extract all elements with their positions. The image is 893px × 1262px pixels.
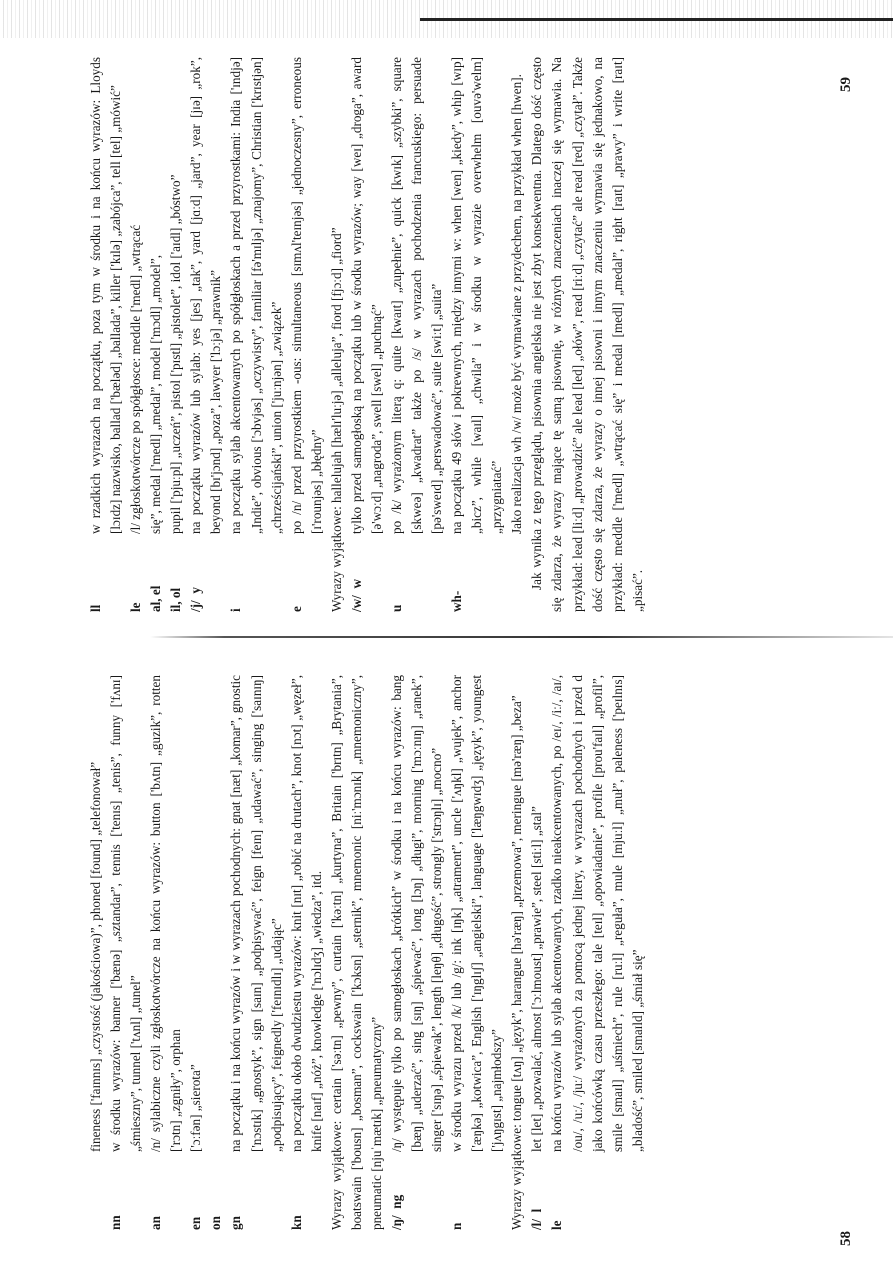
entry-label: ll: [88, 604, 103, 612]
entry-row: [226, 675, 286, 1230]
page-number-right: 59: [838, 77, 854, 92]
entry-row: [166, 57, 186, 612]
entry-text: w środku wyrazów: banner ['bænə] „sztandar”, tennis ['tenɪs] „tenis”, funny ['fʌnɪ] „śmieszny”, tunnel ['tʌnl] „tunel”: [108, 675, 144, 1152]
entry-text: po /k/ wyrażonym literą q: quite [kwaɪt] „zupełnie”, quick [kwɪk] „szybki”, square [skweə] „kwadrat” także po /s/ w wyrazach pochodzenia francuskiego: persuade [pə'sweɪd] „perswadować”, suite [swiːt] „suita”: [388, 57, 445, 534]
entry-label: le: [128, 602, 144, 612]
entry-label: nn: [108, 1215, 124, 1230]
entry-text: się”, medal ['medl] „medal”, model ['mɔdl] „model”,: [148, 254, 164, 534]
sound-symbol: /l/: [529, 1219, 545, 1230]
entry-label: en: [188, 1216, 204, 1230]
entry-label: [186, 534, 206, 612]
entry-label-text: l: [529, 1208, 545, 1213]
entry-text: fineness ['faɪnnɪs] „czystość (jakościowa)”, phoned [found] „telefonował”: [88, 761, 103, 1152]
entry-text: na końcu wyrazów lub sylab akcentowanych, rzadko nieakcentowanych, po /eɪ/, /iː/, /aɪ/, /ou/, /uː/, /juː/ wyrażonych za pomocą jednej litery, w wyrazach pochodnych i przed d jako końcówką czasu przeszłego: tale [teɪl] „opowiadanie”, profile [prou'faɪl] „profil”, smile [smaɪl] „uśmiech”, rule [ruːl] „reguła”, mule [mjuːl] „muł”, paleness ['peɪlnɪs] „bladość”, smiled [smaɪld] „śmiał się”: [549, 675, 645, 1152]
page-number-left: 58: [838, 1231, 854, 1246]
sound-symbol: /ŋ/: [388, 1215, 404, 1230]
entry-label: le: [549, 1220, 565, 1230]
entry-row: [387, 57, 447, 612]
entry-text: na początku sylab akcentowanych po spółgłoskach a przed przyrostkami: India ['ɪndjə] „Indie”, obvious ['ɔbvjəs] „oczywisty”, familiar [fə'mɪljə] „znajomy”, Christian ['krɪstjən] „chrześcijański”, union ['juːnjən] „związek”: [228, 57, 284, 534]
entry-row: [387, 675, 447, 1230]
entry-text: let [let] „pozwalać, almost ['ɔːlmoust] „prawie”, steel [stiːl] „stal”: [529, 806, 545, 1152]
entry-text: Jako realizacja wh /w/ może być wymawiane z przydechem, na przykład when [hwen].: [509, 74, 525, 534]
entry-label: [527, 1152, 547, 1230]
entry-row: [186, 57, 226, 612]
entry-label: kn: [288, 1215, 304, 1230]
sound-symbol: /w/: [348, 595, 364, 612]
entry-row: [347, 57, 387, 612]
summary-paragraph: Jak wynika z tego przeglądu, pisownia angielska nie jest zbyt konsekwentna. Dlatego dość często się zdarza, że wyrazy mające tę samą pisownię, w różnych znaczeniach inaczej się wymawia. Na przykład: lead [liːd] „prowadzić” ale lead [led] „ołów”, read [riːd] „czytać” ale read [red] „czytał”. Także dość często się zdarza, że wyrazy o innej pisowni i innym znaczeniu wymawia się jednakowo, na przykład: meddle ['medl] „wtrącać się” i medal [medl] „medal”, right [raɪt] „prawy” i write [raɪt] „pisać”.: [529, 57, 645, 612]
entry-label-text: ng: [388, 1194, 404, 1209]
entry-label: gn: [228, 1216, 244, 1230]
entry-row: [287, 675, 327, 1230]
entry-text: na początku około dwudziestu wyrazów: knit [nɪt] „robić na drutach”, knot [nɔt] „węzeł”, knife [naɪf] „nóż”, knowledge ['nɔlɪdʒ] „wiedza”, itd.: [288, 675, 324, 1152]
entry-text: w środku wyrazu przed /k/ lub /g/: ink [ɪŋk] „atrament”, uncle ['ʌŋkl] „wujek”, anchor ['æŋkə] „kotwica”, English ['ɪŋglɪʃ] „angielski”, language ['læŋgwɪdʒ] „język”, youngest ['jʌŋgɪst] „najmłodszy”: [449, 675, 505, 1152]
entry-row: [146, 57, 166, 612]
entry-row: [447, 57, 507, 612]
entry-label: n: [449, 1222, 465, 1230]
entry-label: [347, 534, 367, 612]
entry-row: [226, 57, 286, 612]
entry-label: il, ol: [168, 587, 184, 612]
entry-row: [447, 675, 507, 1230]
entry-row: [86, 57, 126, 612]
entry-text: po /n/ przed przyrostkiem -ous: simultaneous [sɪmʌl'teɪnjəs] „jednoczesny”, erroneous [ɪ'rounjəs] „błędny”: [288, 57, 324, 534]
exceptions-paragraph: Wyrazy wyjątkowe: hallelujah [hælɪ'luːjə] „alleluja”, fiord [fjɔːd] „fiord”: [328, 227, 344, 612]
entry-text: /ŋ/ występuje tylko po samogłoskach „krótkich” w środku i na końcu wyrazów: bang [bæŋ] „uderzać”, sing [sɪŋ] „śpiewać”, long [lɔŋ] „długi”, morning ['mɔːnɪŋ] „ranek”, singer ['sɪŋə] „śpiewak”, length [leŋθ] „długość”, strongly ['strɔŋlɪ] „mocno”: [388, 675, 445, 1152]
entry-row: [507, 57, 527, 612]
exceptions-paragraph: Wyrazy wyjątkowe: tongue [tʌŋ] „język”, harangue [hə'ræŋ] „przemowa”, meringue [mə'ræŋ] „beza”: [509, 695, 525, 1230]
entry-text: na początku wyrazów lub sylab: yes [jes] „tak”, yard [jɑːd] „jard”, year [jɪə] „rok”, beyond [bɪ'jɔnd] „poza”, lawyer ['lɔːjə] „prawnik”: [188, 57, 224, 534]
entry-label: e: [288, 606, 304, 612]
entry-text: ['ɔːfən] „sierota”: [188, 1064, 204, 1152]
entry-label: wh-: [449, 590, 465, 612]
entry-text: tylko przed samogłoską na początku lub w środku wyrazów; way [weɪ] „droga”, award [ə'wɔːd] „nagroda”, swell [swel] „puchnąć”: [348, 57, 384, 534]
entry-label: an: [148, 1216, 164, 1230]
sound-symbol: /j/: [188, 600, 204, 612]
scan-edge-line: [420, 18, 893, 21]
entry-label: u: [388, 604, 404, 612]
entry-text: pupil ['pjuːpl] „uczeń”, pistol ['pɪstl] „pistolet”, idol ['aɪdl] „bóstwo”: [168, 174, 184, 534]
entry-text: w rzadkich wyrazach na początku, poza tym w środku i na końcu wyrazów: Lloyds [lɔɪdz] nazwisko, ballad ['bæləd] „ballada”, killer ['kɪlə] „zabójca”, tell [tel] „mówić”: [88, 57, 124, 534]
entry-row: [527, 675, 547, 1230]
entry-row: [146, 675, 186, 1230]
entry-row: [106, 675, 146, 1230]
right-page: [86, 57, 786, 612]
entry-row: [186, 675, 206, 1230]
entry-text: na początku 49 słów i pokrewnych, między innymi w: when [wen] „kiedy”, whip [wɪp] „bicz”, while [waɪl] „chwila” i w środku w wyrazie overwhelm [ouvə'welm] „przygniatać”: [449, 57, 505, 534]
exceptions-paragraph: Wyrazy wyjątkowe: certain ['səːtn] „pewny”, curtain ['kəːtn] „kurtyna”, Britain ['brɪtn] „Brytania”, boatswain ['bousn] „bosman”, cockswain ['kɔksn] „sternik”, mnemonic [niː'mɔnɪk] „mnemoniczny”, pneumatic [njuˈmætɪk] „pneumatyczny”: [328, 675, 384, 1230]
entry-label-text: w: [348, 579, 364, 589]
entry-row: [547, 675, 647, 1230]
entry-label-text: y: [188, 587, 204, 594]
entry-row: [86, 675, 106, 1230]
book-gutter: [150, 636, 893, 638]
entry-label: [387, 1152, 407, 1230]
entry-label: on: [208, 1216, 224, 1230]
entry-row: [206, 675, 226, 1230]
entry-text: /l/ zgłoskotwórcze po spółgłosce: meddle ['medl] „wtrącać: [128, 224, 144, 534]
entry-row: [126, 57, 146, 612]
entry-row: [287, 57, 327, 612]
entry-label: al, el: [148, 585, 164, 612]
entry-text: /n/ sylabiczne czyli zgłoskotwórcze na końcu wyrazów: button ['bʌtn] „guzik”, rotten ['rɔtn] „zgniły”, orphan: [148, 675, 184, 1152]
entry-text: na początku i na końcu wyrazów i w wyrazach pochodnych: gnat [næt] „komar”, gnostic ['nɔstɪk] „gnostyk”, sign [saɪn] „podpisywać”, feign [feɪn] „udawać”, singing ['saɪnɪŋ] „podpisujący”, feignedly ['feɪnɪdlɪ] „udając”: [228, 675, 284, 1152]
entry-label: i: [228, 608, 244, 612]
left-page: [86, 675, 826, 1230]
